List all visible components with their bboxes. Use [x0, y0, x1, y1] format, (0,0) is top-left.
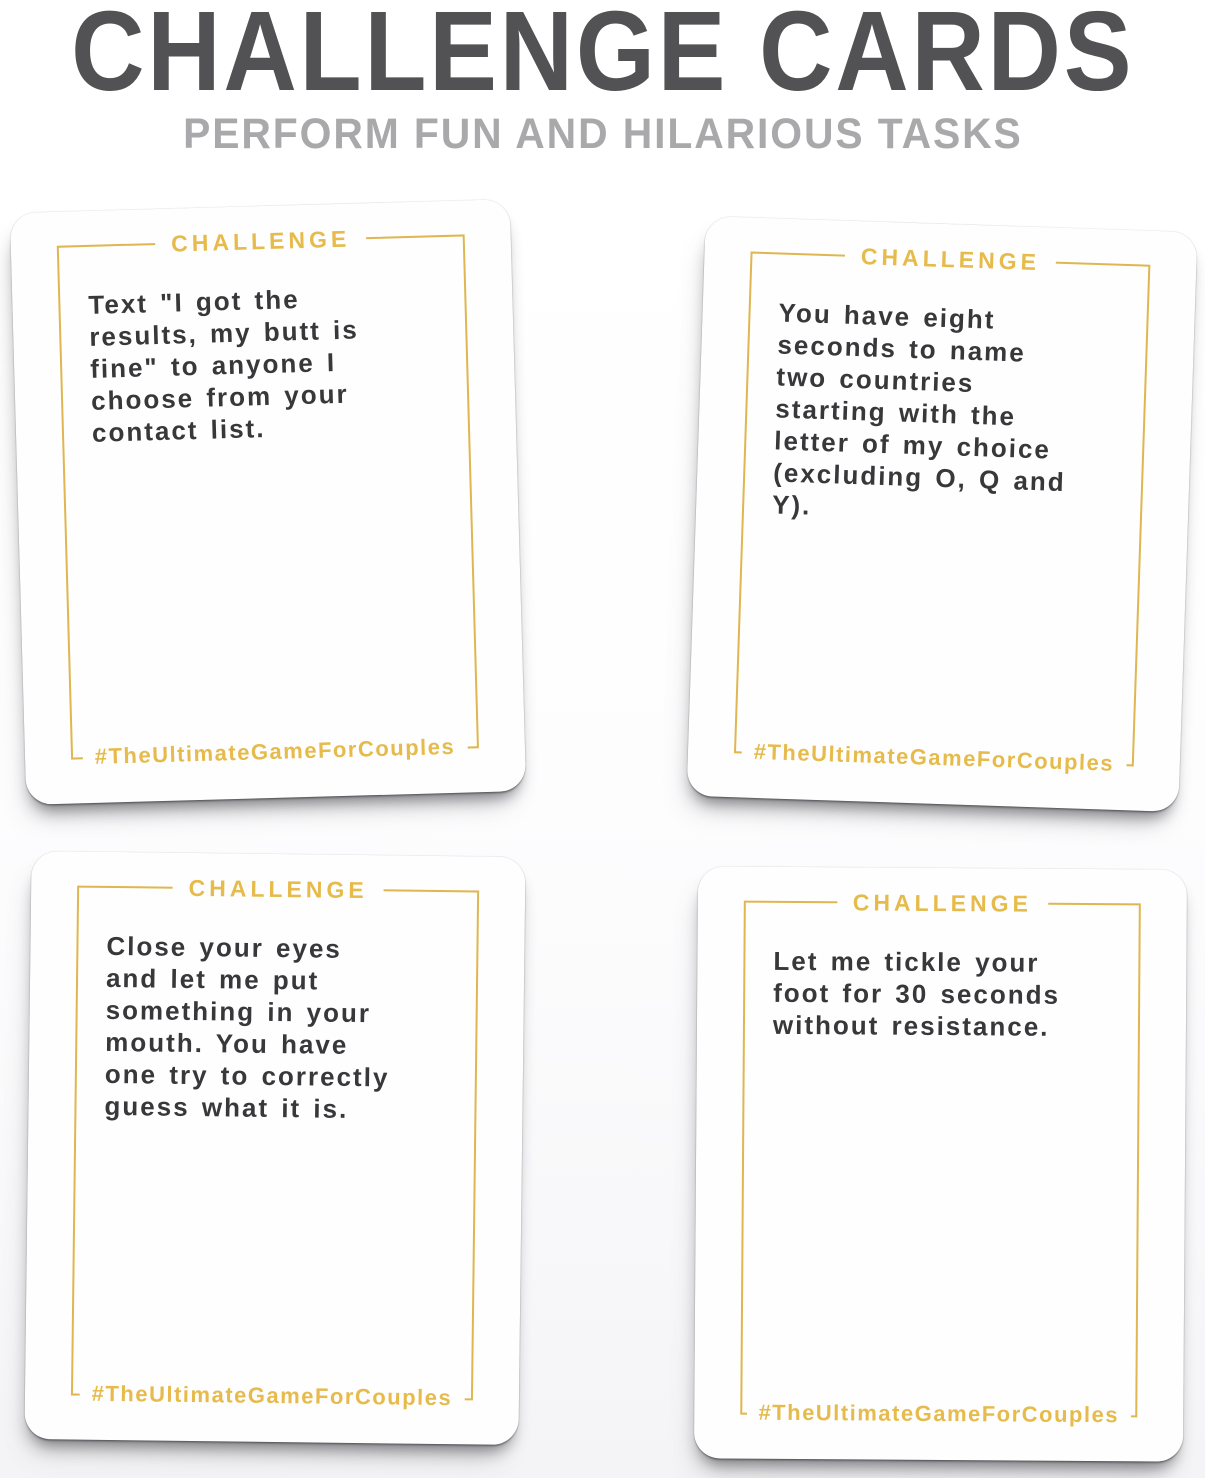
challenge-card-top-left	[10, 199, 526, 805]
page-subtitle-text: PERFORM FUN AND HILARIOUS TASKS	[182, 110, 1023, 158]
page-title	[0, 0, 1205, 114]
card-body-text: You have eight seconds to name two countries starting with the letter of my choice (excluding O, Q and Y).	[771, 297, 1067, 521]
card-body-text: Close your eyes and let me put something in your mouth. You have one try to correctly guess what it is.	[104, 930, 390, 1124]
card-footer-hashtag: #TheUltimateGameForCouples	[746, 1399, 1131, 1430]
card-body-text: Text "I got the results, my butt is fine" to anyone I choose from your contact list.	[88, 284, 360, 448]
card-footer-hashtag: #TheUltimateGameForCouples	[82, 733, 467, 772]
card-body-text: Let me tickle your foot for 30 seconds without resistance.	[772, 945, 1061, 1042]
page-subtitle	[0, 110, 1205, 158]
card-header-label: CHALLENGE	[844, 241, 1056, 278]
card-header-label: CHALLENGE	[155, 223, 367, 259]
card-header-label: CHALLENGE	[172, 873, 383, 906]
page-title-text: CHALLENGE CARDS	[70, 0, 1135, 114]
card-header-label: CHALLENGE	[837, 887, 1048, 918]
challenge-card-bottom-left	[24, 851, 525, 1445]
challenge-card-top-right	[687, 216, 1198, 812]
card-footer-hashtag: #TheUltimateGameForCouples	[741, 737, 1126, 778]
challenge-card-bottom-right	[694, 866, 1187, 1461]
card-footer-hashtag: #TheUltimateGameForCouples	[80, 1380, 465, 1413]
